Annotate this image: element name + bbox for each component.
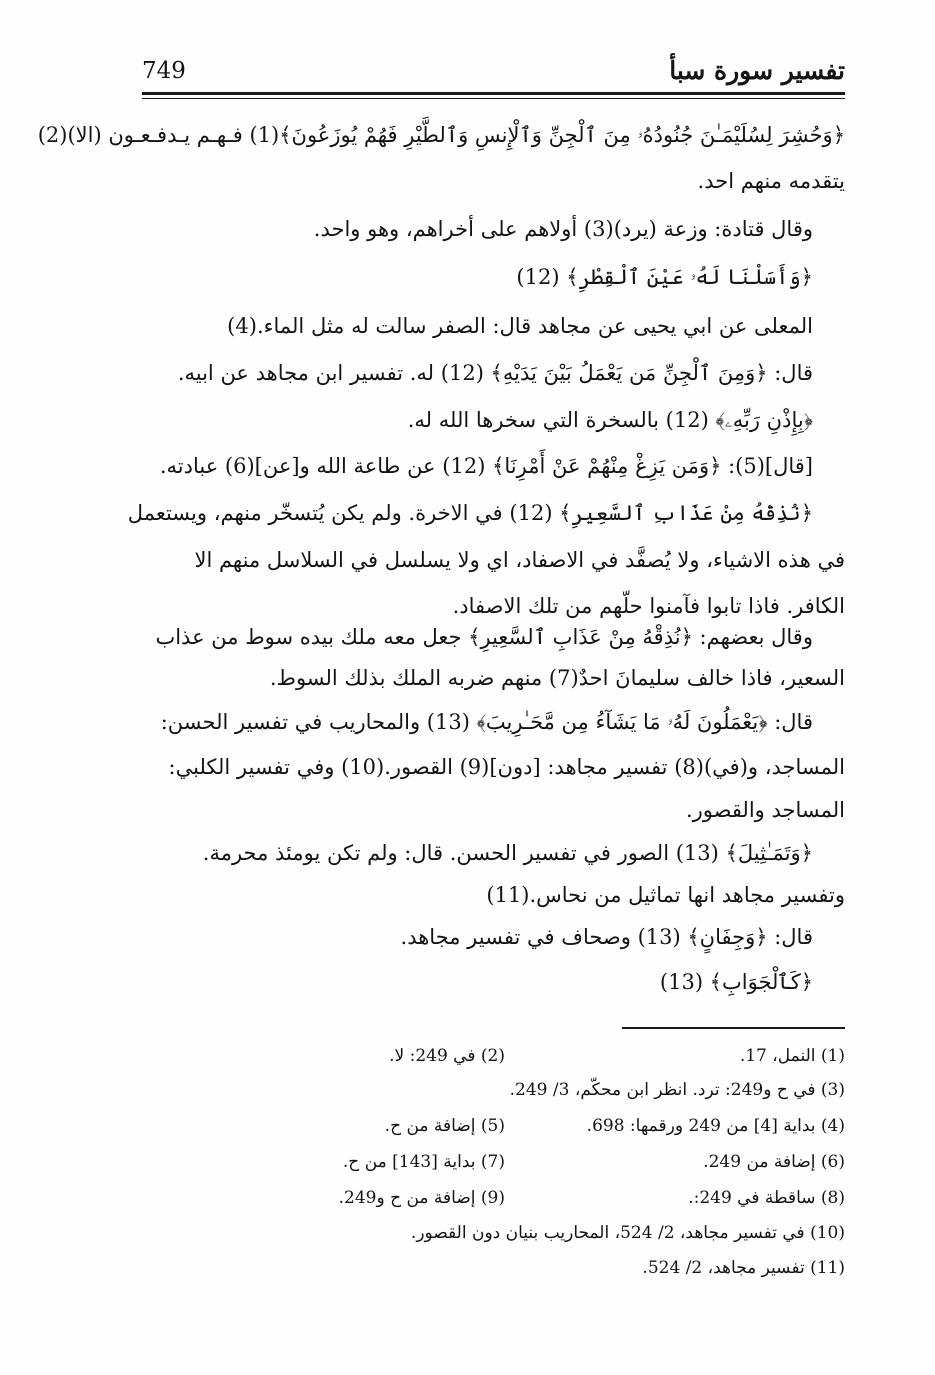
footnote-separator bbox=[622, 1027, 845, 1029]
footnote: (11) تفسير مجاهد، 2/ 524. bbox=[642, 1258, 845, 1278]
footnote: (8) ساقطة في 249:. bbox=[688, 1188, 845, 1208]
body-line: المساجد، و(في)(8) تفسير مجاهد: [دون](9) القصور.(10) وفي تفسير الكلبي: bbox=[168, 755, 845, 779]
body-line: المساجد والقصور. bbox=[685, 798, 845, 822]
body-line: قال: ﴿وَجِفَانٍ﴾ (13) وصحاف في تفسير مجاهد. bbox=[400, 925, 813, 949]
footnote: (2) في 249: لا. bbox=[389, 1046, 505, 1066]
body-line: المعلى عن ابي يحيى عن مجاهد قال: الصفر سالت له مثل الماء.(4) bbox=[227, 314, 813, 338]
body-line: ﴿كَٱلْجَوَابِ﴾ (13) bbox=[659, 970, 813, 994]
body-line: وقال قتادة: وزعة (يرد)(3) أولاهم على أخراهم، وهو واحد. bbox=[313, 217, 813, 241]
body-line: ﴿نُذِقْهُ مِنْ عَذَابِ ٱلسَّعِيرِ﴾ (12) في الاخرة. ولم يكن يُتسخّر منهم، ويستعمل bbox=[127, 501, 813, 525]
body-line: ﴿بِإِذْنِ رَبِّهِۦ﴾ (12) بالسخرة التي سخرها الله له. bbox=[407, 408, 813, 432]
body-line: الكافر. فاذا تابوا فآمنوا حلّهم من تلك الاصفاد. bbox=[452, 594, 845, 618]
body-line: السعير، فاذا خالف سليمانَ احدٌ(7) منهم ضربه الملك بذلك السوط. bbox=[269, 666, 845, 690]
footnote: (5) إضافة من ح. bbox=[384, 1116, 505, 1136]
body-line: في هذه الاشياء، ولا يُصفَّد في الاصفاد، اي ولا يسلسل في السلاسل منهم الا bbox=[194, 548, 845, 572]
footnote: (6) إضافة من 249. bbox=[703, 1152, 845, 1172]
body-line: ﴿وَأَسَلْنَا لَهُۥ عَيْنَ ٱلْقِطْرِ﴾ (12) bbox=[516, 265, 813, 289]
footnote: (10) في تفسير مجاهد، 2/ 524، المحاريب بنيان دون القصور. bbox=[410, 1223, 845, 1243]
body-line: قال: ﴿وَمِنَ ٱلْجِنِّ مَن يَعْمَلُ بَيْنَ يَدَيْهِ﴾ (12) له. تفسير ابن مجاهد عن ابيه. bbox=[177, 361, 813, 385]
body-line: وتفسير مجاهد انها تماثيل من نحاس.(11) bbox=[486, 883, 845, 907]
body-line: [قال](5): ﴿وَمَن يَزِغْ مِنْهُمْ عَنْ أَمْرِنَا﴾ (12) عن طاعة الله و[عن](6) عبادته. bbox=[159, 454, 813, 478]
body-line: ﴿وَحُشِرَ لِسُلَيْمَـٰنَ جُنُودُهُۥ مِنَ ٱلْجِنِّ وَٱلْإِنسِ وَٱلطَّيْرِ فَهُمْ يُوزَعُونَ﴾(1) فـهـم يـدفـعـون (الا)(2) bbox=[37, 123, 845, 147]
footnote: (9) إضافة من ح و249. bbox=[338, 1188, 505, 1208]
body-line: وقال بعضهم: ﴿نُذِقْهُ مِنْ عَذَابِ ٱلسَّعِيرِ﴾ جعل معه ملك بيده سوط من عذاب bbox=[155, 625, 813, 649]
footnote: (3) في ح و249: ترد. انظر ابن محكّم، 3/ 249. bbox=[509, 1080, 845, 1100]
footnote: (1) النمل، 17. bbox=[739, 1046, 845, 1066]
header-rule-thin bbox=[142, 98, 845, 99]
header-rule-thick bbox=[142, 92, 845, 95]
footnote: (7) بداية [143] من ح. bbox=[342, 1152, 505, 1172]
running-title: تفسير سورة سبأ bbox=[669, 56, 845, 85]
footnote: (4) بداية [4] من 249 ورقمها: 698. bbox=[586, 1116, 845, 1136]
body-line: يتقدمه منهم احد. bbox=[697, 169, 845, 193]
page-number: 749 bbox=[142, 58, 186, 84]
body-line: قال: ﴿يَعْمَلُونَ لَهُۥ مَا يَشَآءُ مِن مَّحَـٰرِيبَ﴾ (13) والمحاريب في تفسير الحسن: bbox=[160, 710, 813, 734]
body-line: ﴿وَتَمَـٰثِيلَ﴾ (13) الصور في تفسير الحسن. قال: ولم تكن يومئذ محرمة. bbox=[202, 841, 813, 865]
